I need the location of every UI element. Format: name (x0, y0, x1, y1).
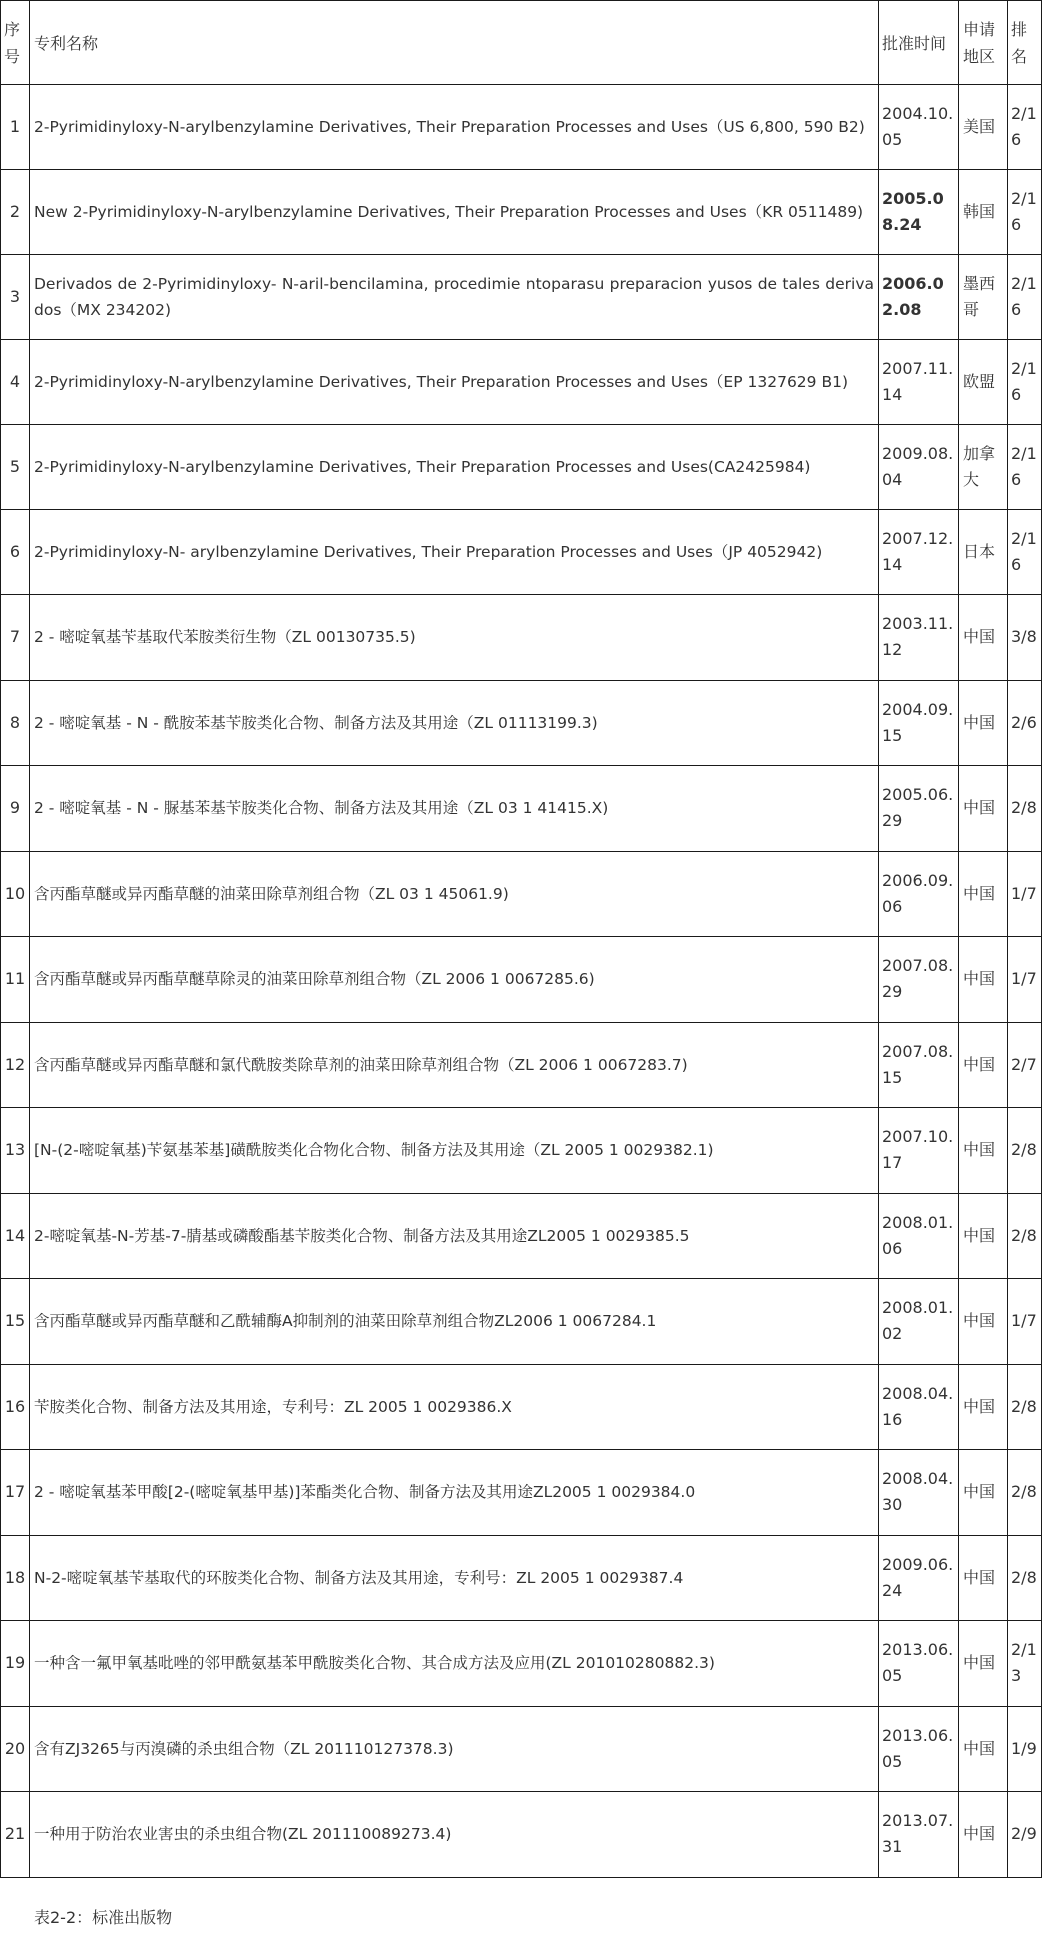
region: 中国 (959, 1535, 1008, 1621)
table-row (1, 340, 1042, 425)
region: 中国 (959, 1706, 1008, 1792)
rank: 2/8 (1008, 1193, 1042, 1279)
rank: 2/16 (1008, 340, 1042, 425)
region: 中国 (959, 595, 1008, 681)
region: 中国 (959, 1364, 1008, 1450)
table-row (1, 1535, 1042, 1621)
patent-name: 含丙酯草醚或异丙酯草醚草除灵的油菜田除草剂组合物（ZL 2006 1 0067285.6) (30, 937, 879, 1023)
row-num: 10 (1, 851, 30, 937)
approval-date: 2007.08.15 (879, 1022, 959, 1108)
approval-date: 2005.06.29 (879, 766, 959, 852)
patent-name: 2-嘧啶氧基-N-芳基-7-腈基或磷酸酯基苄胺类化合物、制备方法及其用途ZL2005 1 0029385.5 (30, 1193, 879, 1279)
rank: 2/16 (1008, 85, 1042, 170)
rank: 2/7 (1008, 1022, 1042, 1108)
patent-name: N-2-嘧啶氧基苄基取代的环胺类化合物、制备方法及其用途，专利号：ZL 2005 1 0029387.4 (30, 1535, 879, 1621)
row-num: 7 (1, 595, 30, 681)
row-num: 11 (1, 937, 30, 1023)
table-body (1, 85, 1042, 1878)
header-row (1, 1, 1042, 85)
row-num: 5 (1, 425, 30, 510)
rank: 2/8 (1008, 1535, 1042, 1621)
patent-name: [N-(2-嘧啶氧基)苄氨基苯基]磺酰胺类化合物化合物、制备方法及其用途（ZL 2005 1 0029382.1) (30, 1108, 879, 1194)
rank: 3/8 (1008, 595, 1042, 681)
approval-date: 2004.09.15 (879, 680, 959, 766)
table-row (1, 1450, 1042, 1536)
patent-name: 2-Pyrimidinyloxy-N- arylbenzylamine Derivatives, Their Preparation Processes and Uses（JP 4052942) (30, 510, 879, 595)
row-num: 12 (1, 1022, 30, 1108)
header-name: 专利名称 (30, 1, 879, 85)
row-num: 16 (1, 1364, 30, 1450)
rank: 2/16 (1008, 170, 1042, 255)
approval-date: 2007.12.14 (879, 510, 959, 595)
region: 中国 (959, 1621, 1008, 1707)
table-row (1, 851, 1042, 937)
patent-name: 2-Pyrimidinyloxy-N-arylbenzylamine Derivatives, Their Preparation Processes and Uses（US 6,800, 590 B2) (30, 85, 879, 170)
row-num: 9 (1, 766, 30, 852)
header-date: 批准时间 (879, 1, 959, 85)
rank: 2/8 (1008, 1450, 1042, 1536)
row-num: 1 (1, 85, 30, 170)
table-row (1, 680, 1042, 766)
header-num: 序号 (1, 1, 30, 85)
patent-name: 含丙酯草醚或异丙酯草醚和乙酰辅酶A抑制剂的油菜田除草剂组合物ZL2006 1 0067284.1 (30, 1279, 879, 1365)
rank: 2/16 (1008, 255, 1042, 340)
region: 中国 (959, 680, 1008, 766)
approval-date: 2005.08.24 (879, 170, 959, 255)
approval-date: 2006.02.08 (879, 255, 959, 340)
approval-date: 2013.07.31 (879, 1792, 959, 1878)
header-region: 申请地区 (959, 1, 1008, 85)
approval-date: 2013.06.05 (879, 1706, 959, 1792)
approval-date: 2004.10.05 (879, 85, 959, 170)
patent-name: 含有ZJ3265与丙溴磷的杀虫组合物（ZL 201110127378.3) (30, 1706, 879, 1792)
table-row (1, 937, 1042, 1023)
rank: 2/13 (1008, 1621, 1042, 1707)
rank: 1/7 (1008, 1279, 1042, 1365)
approval-date: 2009.06.24 (879, 1535, 959, 1621)
patent-name: 2 - 嘧啶氧基 - N - 脲基苯基苄胺类化合物、制备方法及其用途（ZL 03 1 41415.X) (30, 766, 879, 852)
rank: 2/6 (1008, 680, 1042, 766)
approval-date: 2008.01.02 (879, 1279, 959, 1365)
table-row (1, 1621, 1042, 1707)
rank: 1/7 (1008, 851, 1042, 937)
rank: 1/9 (1008, 1706, 1042, 1792)
table-row (1, 1364, 1042, 1450)
table-row (1, 425, 1042, 510)
patent-name: 含丙酯草醚或异丙酯草醚的油菜田除草剂组合物（ZL 03 1 45061.9) (30, 851, 879, 937)
table-row (1, 1193, 1042, 1279)
patent-name: 含丙酯草醚或异丙酯草醚和氯代酰胺类除草剂的油菜田除草剂组合物（ZL 2006 1 0067283.7) (30, 1022, 879, 1108)
table-row (1, 1022, 1042, 1108)
table-row (1, 510, 1042, 595)
rank: 1/7 (1008, 937, 1042, 1023)
approval-date: 2007.08.29 (879, 937, 959, 1023)
region: 中国 (959, 1193, 1008, 1279)
region: 墨西哥 (959, 255, 1008, 340)
table-row (1, 595, 1042, 681)
region: 中国 (959, 1792, 1008, 1878)
rank: 2/8 (1008, 1364, 1042, 1450)
row-num: 21 (1, 1792, 30, 1878)
region: 中国 (959, 1108, 1008, 1194)
row-num: 8 (1, 680, 30, 766)
row-num: 19 (1, 1621, 30, 1707)
patent-name: 2 - 嘧啶氧基苯甲酸[2-(嘧啶氧基甲基)]苯酯类化合物、制备方法及其用途ZL2005 1 0029384.0 (30, 1450, 879, 1536)
table-row (1, 1706, 1042, 1792)
patent-name: 2-Pyrimidinyloxy-N-arylbenzylamine Derivatives, Their Preparation Processes and Uses（EP 1327629 B1) (30, 340, 879, 425)
rank: 2/9 (1008, 1792, 1042, 1878)
approval-date: 2008.01.06 (879, 1193, 959, 1279)
approval-date: 2013.06.05 (879, 1621, 959, 1707)
approval-date: 2008.04.16 (879, 1364, 959, 1450)
approval-date: 2003.11.12 (879, 595, 959, 681)
rank: 2/8 (1008, 1108, 1042, 1194)
approval-date: 2007.10.17 (879, 1108, 959, 1194)
approval-date: 2007.11.14 (879, 340, 959, 425)
region: 美国 (959, 85, 1008, 170)
row-num: 15 (1, 1279, 30, 1365)
row-num: 3 (1, 255, 30, 340)
rank: 2/16 (1008, 425, 1042, 510)
region: 中国 (959, 851, 1008, 937)
patent-name: 一种用于防治农业害虫的杀虫组合物(ZL 201110089273.4) (30, 1792, 879, 1878)
row-num: 14 (1, 1193, 30, 1279)
row-num: 2 (1, 170, 30, 255)
table-row (1, 1108, 1042, 1194)
patent-name: 2 - 嘧啶氧基苄基取代苯胺类衍生物（ZL 00130735.5) (30, 595, 879, 681)
patent-name: New 2-Pyrimidinyloxy-N-arylbenzylamine Derivatives, Their Preparation Processes and Uses（KR 0511489) (30, 170, 879, 255)
table-row (1, 255, 1042, 340)
approval-date: 2008.04.30 (879, 1450, 959, 1536)
table-caption: 表2-2：标准出版物 (34, 1908, 173, 1927)
patent-name: Derivados de 2-Pyrimidinyloxy- N-aril-bencilamina, procedimie ntoparasu preparacion yusos de tales derivados（MX 234202) (30, 255, 879, 340)
table-row (1, 1792, 1042, 1878)
region: 中国 (959, 766, 1008, 852)
row-num: 20 (1, 1706, 30, 1792)
table-row (1, 1279, 1042, 1365)
row-num: 18 (1, 1535, 30, 1621)
approval-date: 2006.09.06 (879, 851, 959, 937)
region: 中国 (959, 1450, 1008, 1536)
header-rank: 排名 (1008, 1, 1042, 85)
approval-date: 2009.08.04 (879, 425, 959, 510)
region: 欧盟 (959, 340, 1008, 425)
row-num: 17 (1, 1450, 30, 1536)
row-num: 6 (1, 510, 30, 595)
patent-name: 一种含一氟甲氧基吡唑的邻甲酰氨基苯甲酰胺类化合物、其合成方法及应用(ZL 201010280882.3) (30, 1621, 879, 1707)
patent-name: 2-Pyrimidinyloxy-N-arylbenzylamine Derivatives, Their Preparation Processes and Uses(CA2425984) (30, 425, 879, 510)
patent-name: 苄胺类化合物、制备方法及其用途，专利号：ZL 2005 1 0029386.X (30, 1364, 879, 1450)
rank: 2/16 (1008, 510, 1042, 595)
region: 韩国 (959, 170, 1008, 255)
table-row (1, 85, 1042, 170)
region: 加拿大 (959, 425, 1008, 510)
region: 日本 (959, 510, 1008, 595)
region: 中国 (959, 1279, 1008, 1365)
rank: 2/8 (1008, 766, 1042, 852)
patent-name: 2 - 嘧啶氧基 - N - 酰胺苯基苄胺类化合物、制备方法及其用途（ZL 01113199.3) (30, 680, 879, 766)
region: 中国 (959, 937, 1008, 1023)
region: 中国 (959, 1022, 1008, 1108)
table-row (1, 170, 1042, 255)
row-num: 13 (1, 1108, 30, 1194)
row-num: 4 (1, 340, 30, 425)
table-row (1, 766, 1042, 852)
